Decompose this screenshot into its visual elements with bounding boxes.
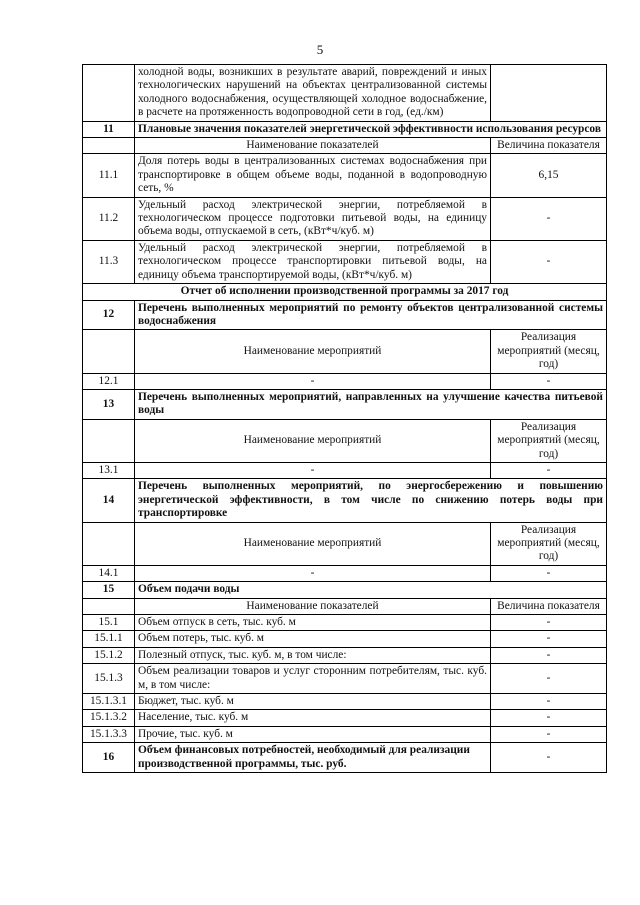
table-row: [83, 743, 607, 773]
table-row: [83, 154, 607, 197]
row-number: 11.3: [83, 240, 135, 283]
row-number: 13.1: [83, 462, 135, 478]
row-number: 11.1: [83, 154, 135, 197]
indicator-value: -: [491, 710, 607, 726]
table-row: [83, 631, 607, 647]
indicator-name: Удельный расход электрической энергии, потребляемой в технологическом процессе транспортировки питьевой воды, на единицу объема транспортируемой воды, (кВт*ч/куб. м): [135, 240, 491, 283]
section-title: Перечень выполненных мероприятий, по энергосбережению и повышению энергетической эффективности, в том числе по снижению потерь воды при транспортировке: [135, 479, 607, 522]
section-number: 13: [83, 389, 135, 419]
column-header-value: Реализация мероприятий (месяц, год): [491, 419, 607, 462]
column-header-name: Наименование мероприятий: [135, 419, 491, 462]
indicator-name: -: [135, 565, 491, 581]
indicator-value: -: [491, 197, 607, 240]
column-header-value: Величина показателя: [491, 598, 607, 614]
section-number: 11: [83, 121, 135, 137]
indicator-value: -: [491, 726, 607, 742]
row-number: 15.1.3: [83, 664, 135, 694]
indicator-name: Население, тыс. куб. м: [135, 710, 491, 726]
row-number: 14.1: [83, 565, 135, 581]
report-table: [82, 64, 607, 773]
indicator-name: -: [135, 462, 491, 478]
table-row: [83, 522, 607, 565]
indicator-value: -: [491, 694, 607, 710]
section-number: 14: [83, 479, 135, 522]
table-row: [83, 565, 607, 581]
indicator-value: -: [491, 615, 607, 631]
table-row: [83, 373, 607, 389]
indicator-name: Удельный расход электрической энергии, потребляемой в технологическом процессе подготовки питьевой воды, на единицу объема воды, отпускаемой в сеть, (кВт*ч/куб. м): [135, 197, 491, 240]
indicator-value: -: [491, 240, 607, 283]
indicator-name: Объем отпуск в сеть, тыс. куб. м: [135, 615, 491, 631]
column-header-name: Наименование показателей: [135, 138, 491, 154]
column-header-value: Величина показателя: [491, 138, 607, 154]
indicator-value: [491, 65, 607, 122]
section-title: Перечень выполненных мероприятий по ремонту объектов централизованной системы водоснабжения: [135, 300, 607, 330]
indicator-value: -: [491, 373, 607, 389]
empty-cell: [83, 598, 135, 614]
row-number: 15.1.1: [83, 631, 135, 647]
table-row: [83, 284, 607, 300]
indicator-value: -: [491, 565, 607, 581]
table-row: [83, 694, 607, 710]
indicator-name: Прочие, тыс. куб. м: [135, 726, 491, 742]
table-row: [83, 197, 607, 240]
report-title: Отчет об исполнении производственной программы за 2017 год: [83, 284, 607, 300]
table-row: [83, 726, 607, 742]
indicator-value: -: [491, 462, 607, 478]
table-row: [83, 615, 607, 631]
column-header-name: Наименование мероприятий: [135, 522, 491, 565]
indicator-name: Бюджет, тыс. куб. м: [135, 694, 491, 710]
section-number: 15: [83, 582, 135, 598]
empty-cell: [83, 522, 135, 565]
empty-cell: [83, 330, 135, 373]
indicator-name: холодной воды, возникших в результате аварий, повреждений и иных технологических нарушений на объектах централизованной системы холодного водоснабжения, осуществляющей холодное водоснабжение, в расчете на протяженность водопроводной сети в год, (ед./км): [135, 65, 491, 122]
row-number: 15.1.3.2: [83, 710, 135, 726]
row-number: [83, 65, 135, 122]
table-row: [83, 121, 607, 137]
column-header-name: Наименование показателей: [135, 598, 491, 614]
row-number: 11.2: [83, 197, 135, 240]
indicator-value: -: [491, 743, 607, 773]
indicator-value: -: [491, 631, 607, 647]
table-row: [83, 462, 607, 478]
table-row: [83, 582, 607, 598]
table-row: [83, 389, 607, 419]
row-number: 15.1.2: [83, 647, 135, 663]
empty-cell: [83, 138, 135, 154]
section-number: 12: [83, 300, 135, 330]
indicator-name: -: [135, 373, 491, 389]
indicator-name: Полезный отпуск, тыс. куб. м, в том числе:: [135, 647, 491, 663]
indicator-value: -: [491, 664, 607, 694]
section-title: Плановые значения показателей энергетической эффективности использования ресурсов: [135, 121, 607, 137]
indicator-name: Объем потерь, тыс. куб. м: [135, 631, 491, 647]
table-row: [83, 598, 607, 614]
section-number: 16: [83, 743, 135, 773]
indicator-name: Доля потерь воды в централизованных системах водоснабжения при транспортировке в общем объеме воды, поданной в водопроводную сеть, %: [135, 154, 491, 197]
table-row: [83, 419, 607, 462]
table-row: [83, 300, 607, 330]
column-header-value: Реализация мероприятий (месяц, год): [491, 522, 607, 565]
indicator-name: Объем реализации товаров и услуг сторонним потребителям, тыс. куб. м, в том числе:: [135, 664, 491, 694]
empty-cell: [83, 419, 135, 462]
section-title: Объем финансовых потребностей, необходимый для реализации производственной программы, тыс. руб.: [135, 743, 491, 773]
table-row: [83, 65, 607, 122]
row-number: 12.1: [83, 373, 135, 389]
indicator-value: -: [491, 647, 607, 663]
table-row: [83, 664, 607, 694]
section-title: Объем подачи воды: [135, 582, 607, 598]
page-number: 5: [316, 42, 324, 57]
section-title: Перечень выполненных мероприятий, направленных на улучшение качества питьевой воды: [135, 389, 607, 419]
table-row: [83, 240, 607, 283]
table-row: [83, 710, 607, 726]
table-row: [83, 647, 607, 663]
table-row: [83, 479, 607, 522]
indicator-value: 6,15: [491, 154, 607, 197]
table-row: [83, 138, 607, 154]
column-header-value: Реализация мероприятий (месяц, год): [491, 330, 607, 373]
row-number: 15.1.3.1: [83, 694, 135, 710]
row-number: 15.1: [83, 615, 135, 631]
row-number: 15.1.3.3: [83, 726, 135, 742]
column-header-name: Наименование мероприятий: [135, 330, 491, 373]
table-row: [83, 330, 607, 373]
